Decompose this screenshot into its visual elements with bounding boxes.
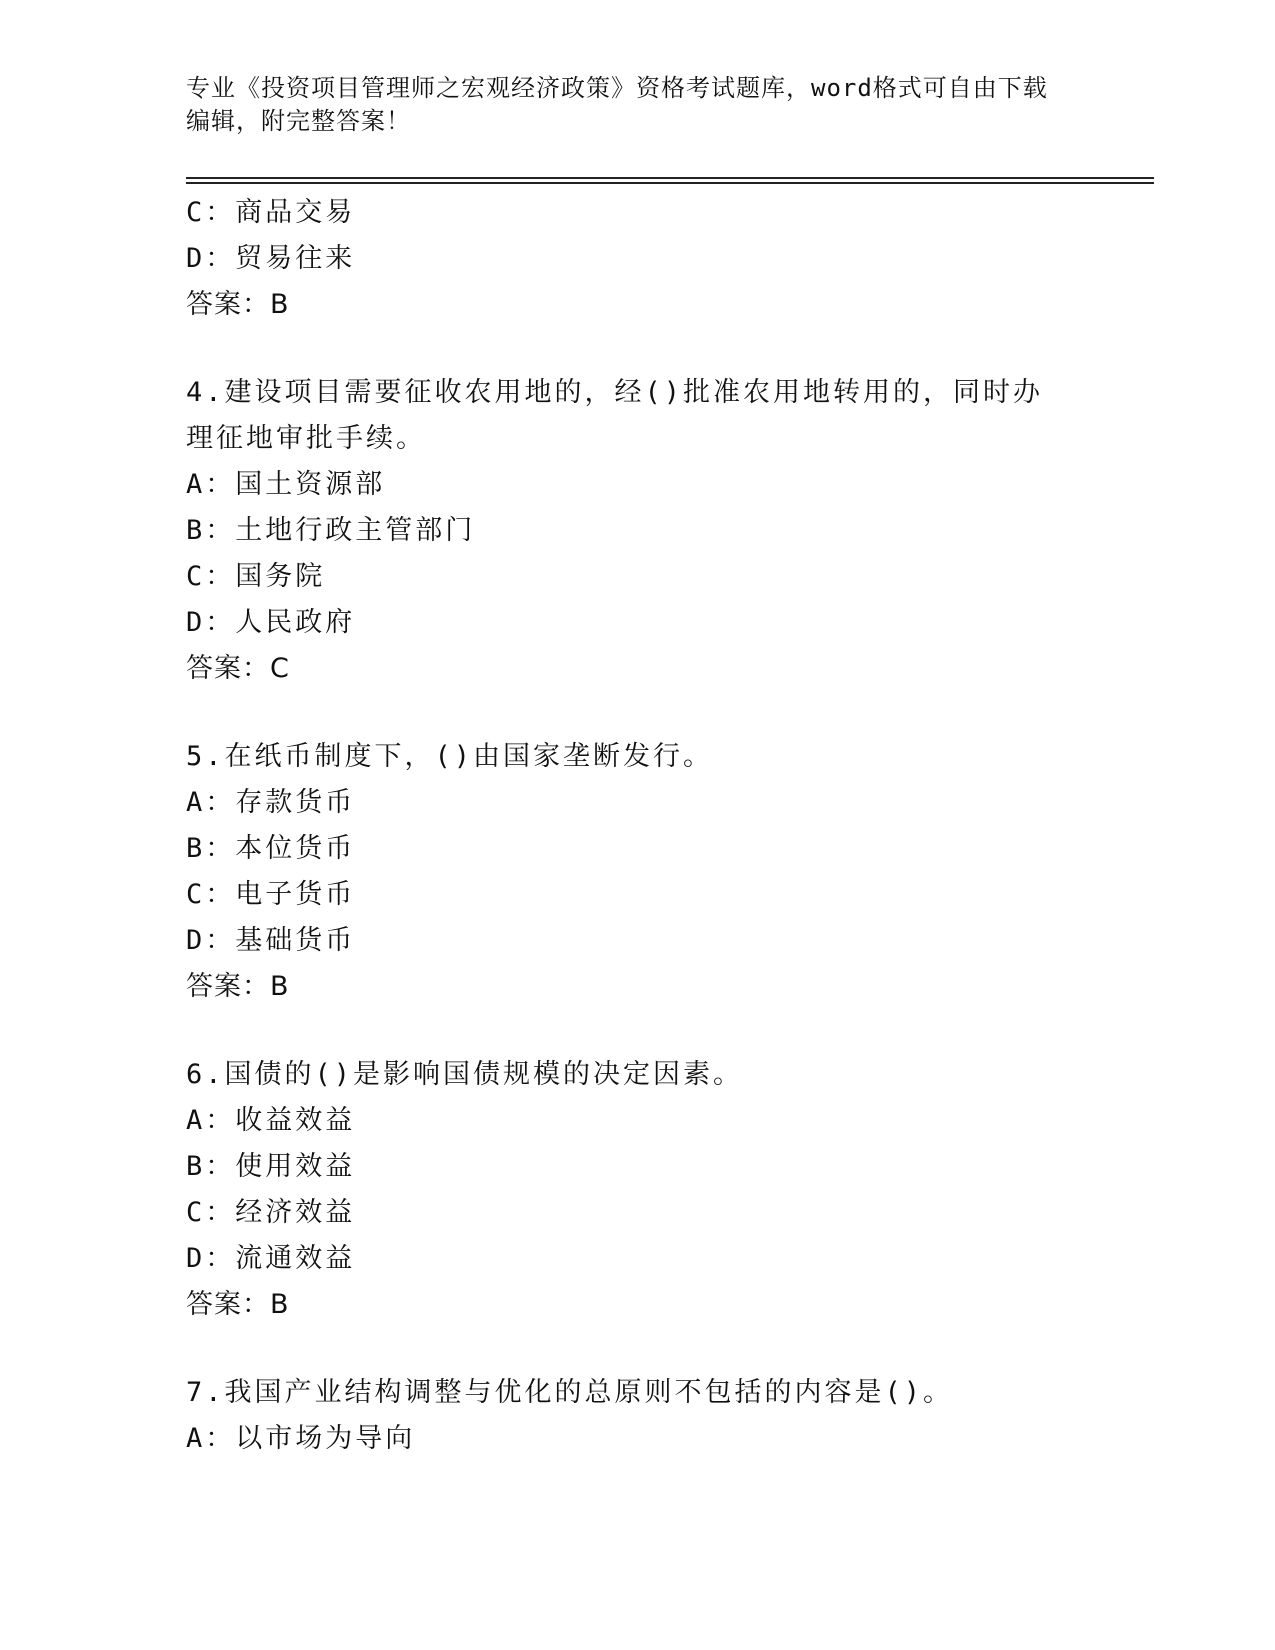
spacer — [186, 692, 1086, 734]
question-4 — [186, 370, 1086, 692]
option-a: A：国土资源部 — [186, 469, 386, 500]
answer-line: 答案：B — [186, 289, 290, 320]
question-6 — [186, 1052, 1086, 1328]
question-stem: 5.在纸币制度下，()由国家垄断发行。 — [186, 741, 714, 772]
document-header: 专业《投资项目管理师之宏观经济政策》资格考试题库，word格式可自由下载编辑，附完整答案！ — [186, 74, 1048, 135]
option-d: D：流通效益 — [186, 1243, 356, 1274]
option-c: C：国务院 — [186, 561, 326, 592]
option-b: B：本位货币 — [186, 833, 356, 864]
question-fragment — [186, 190, 1086, 328]
spacer — [186, 1328, 1086, 1370]
answer-line: 答案：C — [186, 653, 290, 684]
question-7 — [186, 1370, 1086, 1462]
answer-line: 答案：B — [186, 971, 290, 1002]
question-stem: 7.我国产业结构调整与优化的总原则不包括的内容是()。 — [186, 1377, 954, 1408]
option-c: C：经济效益 — [186, 1197, 356, 1228]
header-divider-bottom — [186, 182, 1154, 184]
question-list — [186, 190, 1086, 1462]
option-a: A：存款货币 — [186, 787, 356, 818]
option-c: C：商品交易 — [186, 197, 356, 228]
option-d: D：人民政府 — [186, 607, 356, 638]
option-d: D：贸易往来 — [186, 243, 356, 274]
question-5 — [186, 734, 1086, 1010]
header-divider-top — [186, 177, 1154, 179]
option-b: B：土地行政主管部门 — [186, 515, 476, 546]
option-a: A：收益效益 — [186, 1105, 356, 1136]
question-stem: 4.建设项目需要征收农用地的，经()批准农用地转用的，同时办理征地审批手续。 — [186, 377, 1044, 454]
option-d: D：基础货币 — [186, 925, 356, 956]
answer-line: 答案：B — [186, 1289, 290, 1320]
option-c: C：电子货币 — [186, 879, 356, 910]
option-b: B：使用效益 — [186, 1151, 356, 1182]
question-stem: 6.国债的()是影响国债规模的决定因素。 — [186, 1059, 744, 1090]
option-a: A：以市场为导向 — [186, 1423, 416, 1454]
spacer — [186, 328, 1086, 370]
spacer — [186, 1010, 1086, 1052]
